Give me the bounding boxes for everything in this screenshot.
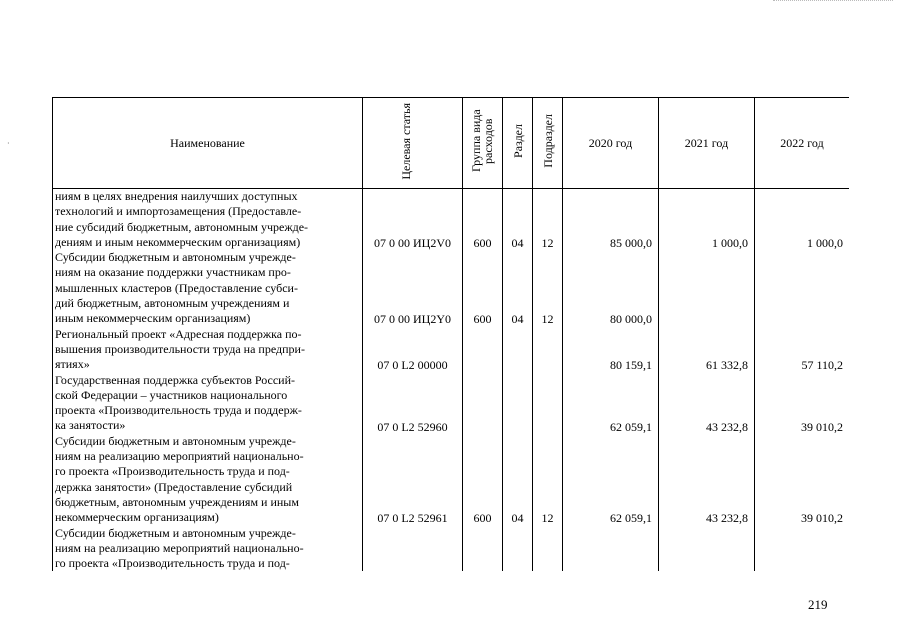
row-section-value: 04 [511, 312, 524, 327]
row-y2021-value: 43 232,8 [706, 419, 748, 434]
row-code-value: 07 0 L2 52960 [377, 419, 448, 434]
row-y2020-value: 62 059,1 [610, 419, 652, 434]
header-section: Раздел [503, 98, 533, 189]
row-y2022-value: 57 110,2 [801, 358, 843, 373]
name-line: Субсидии бюджетным и автономным учрежде- [55, 433, 296, 448]
header-name: Наименование [53, 98, 363, 189]
name-line: мышленных кластеров (Предоставление субси- [55, 280, 298, 295]
name-line: бюджетным, автономным учреждениям и иным [55, 494, 299, 509]
row-y2020-value: 85 000,0 [610, 235, 652, 250]
name-line: го проекта «Производительность труда и под- [55, 464, 290, 479]
group-column [463, 189, 503, 572]
row-section-value: 04 [511, 235, 524, 250]
subsection-column [533, 189, 563, 572]
budget-table [52, 97, 849, 571]
name-line: ние субсидий бюджетным, автономным учрежде- [55, 219, 309, 234]
page-number: 219 [808, 597, 828, 612]
row-y2021-value: 61 332,8 [706, 358, 748, 373]
row-code-value: 07 0 L2 52961 [377, 511, 448, 526]
name-line: ятиях» [55, 357, 90, 372]
y2022-column [755, 189, 850, 572]
name-line: Региональный проект «Адресная поддержка по- [55, 326, 302, 341]
row-subsection-value: 12 [541, 235, 554, 250]
name-line: ниям на реализацию мероприятий национально- [55, 449, 304, 464]
name-line: проекта «Производительность труда и поддерж- [55, 403, 302, 418]
row-section-value: 04 [511, 511, 524, 526]
name-line: некоммерческим организациям) [55, 510, 219, 525]
row-code-value: 07 0 L2 00000 [377, 358, 448, 373]
budget-table-container [52, 97, 849, 587]
row-y2021-value: 43 232,8 [706, 511, 748, 526]
name-line: дениям и иным некоммерческим организациям) [55, 234, 301, 249]
table-body [53, 189, 850, 572]
table-header [53, 98, 850, 189]
row-y2020-value: 80 159,1 [610, 358, 652, 373]
row-group-value: 600 [473, 312, 492, 327]
header-target: Целевая статья [363, 98, 463, 189]
name-column [53, 189, 363, 572]
row-y2022-value: 39 010,2 [801, 511, 843, 526]
header-2020: 2020 год [563, 98, 659, 189]
header-2021: 2021 год [659, 98, 755, 189]
row-code-value: 07 0 00 ИЦ2V0 [374, 235, 451, 250]
name-line: ниям в целях внедрения наилучших доступных [55, 189, 298, 203]
name-line: иным некоммерческим организациям) [55, 311, 251, 326]
name-line: ниям на оказание поддержки участникам про- [55, 265, 291, 280]
name-line: Государственная поддержка субъектов Россий- [55, 372, 296, 387]
target-column [363, 189, 463, 572]
row-subsection-value: 12 [541, 511, 554, 526]
row-group-value: 600 [473, 235, 492, 250]
scan-dot: · [7, 139, 10, 148]
header-group: Группа вида расходов [463, 98, 503, 189]
row-y2022-value: 39 010,2 [801, 419, 843, 434]
name-line: Субсидии бюджетным и автономным учрежде- [55, 250, 296, 265]
name-line: ка занятости» [55, 418, 126, 433]
name-line: го проекта «Производительность труда и под- [55, 556, 290, 571]
name-line: ской Федерации – участников национального [55, 387, 288, 402]
y2021-column [659, 189, 755, 572]
row-y2020-value: 62 059,1 [610, 511, 652, 526]
header-subsection: Подраздел [533, 98, 563, 189]
name-line: держка занятости» (Предоставление субсидий [55, 479, 293, 494]
name-line: вышения производительности труда на предпри- [55, 341, 305, 356]
row-y2022-value: 1 000,0 [807, 235, 843, 250]
name-line: технологий и импортозамещения (Предоставле- [55, 204, 302, 219]
row-code-value: 07 0 00 ИЦ2Y0 [374, 312, 451, 327]
name-line: Субсидии бюджетным и автономным учрежде- [55, 525, 296, 540]
header-2022: 2022 год [755, 98, 850, 189]
row-y2021-value: 1 000,0 [712, 235, 748, 250]
row-y2020-value: 80 000,0 [610, 312, 652, 327]
scan-edge-mark [773, 0, 893, 2]
name-line: дий бюджетным, автономным учреждениям и [55, 296, 290, 311]
name-line: ниям на реализацию мероприятий национально- [55, 540, 304, 555]
row-subsection-value: 12 [541, 312, 554, 327]
y2020-column [563, 189, 659, 572]
row-group-value: 600 [473, 511, 492, 526]
section-column [503, 189, 533, 572]
